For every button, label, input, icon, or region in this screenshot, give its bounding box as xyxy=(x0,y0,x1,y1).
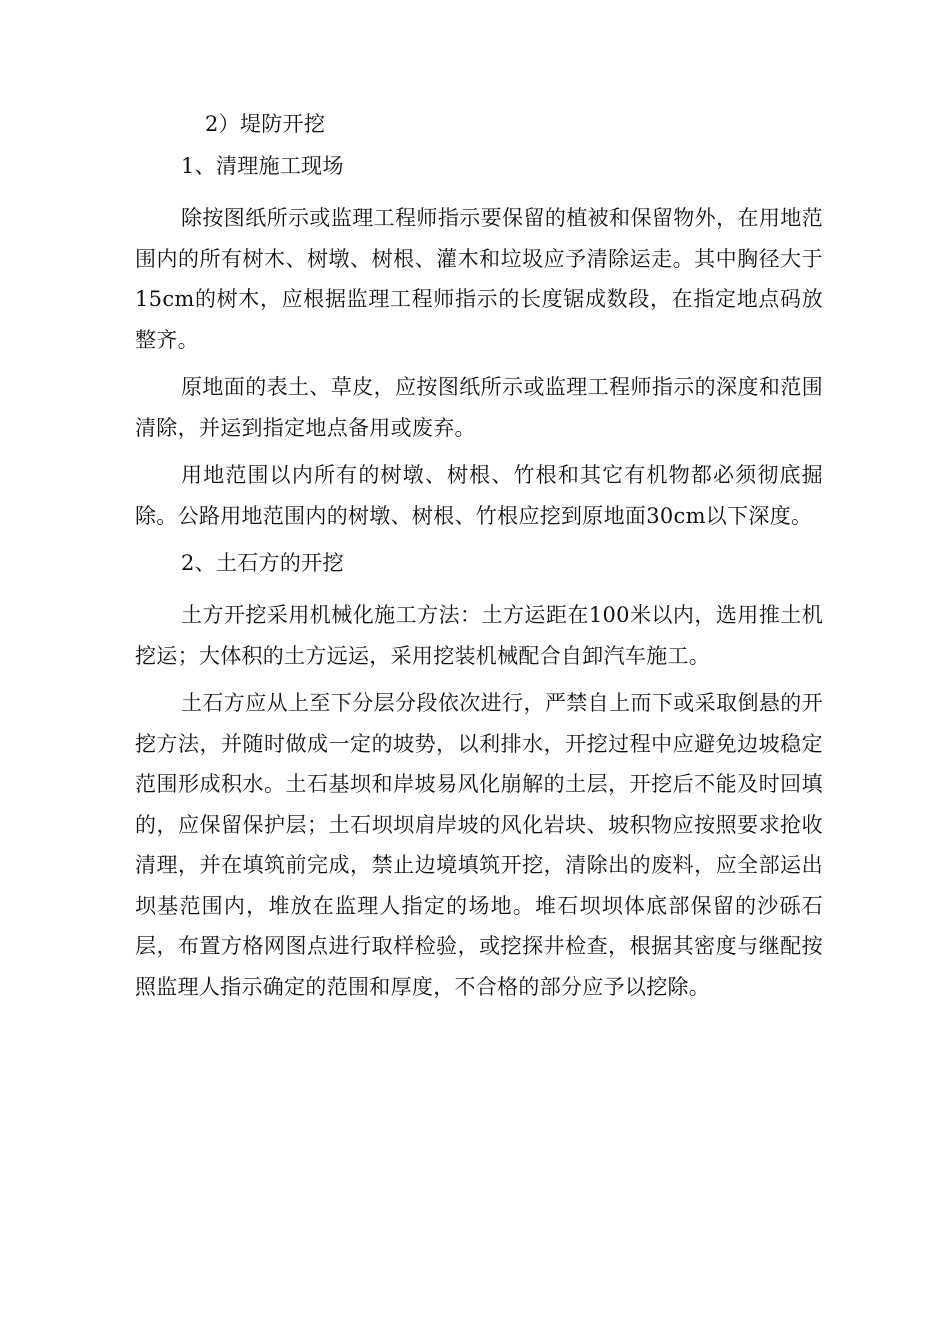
document-body xyxy=(135,104,823,1007)
paragraph-clearing-topsoil: 原地面的表土、草皮，应按图纸所示或监理工程师指示的深度和范围清除，并运到指定地点备用或废弃。 xyxy=(135,375,823,440)
subsection-title-clearing: 1、清理施工现场 xyxy=(181,154,344,178)
subsection-title-excavation: 2、土石方的开挖 xyxy=(181,551,344,575)
paragraph-clearing-vegetation: 除按图纸所示或监理工程师指示要保留的植被和保留物外，在用地范围内的所有树木、树墩、树根、灌木和垃圾应予清除运走。其中胸径大于15cm的树木，应根据监理工程师指示的长度锯成数段，在指定地点码放整齐。 xyxy=(135,206,823,352)
section-heading: 2）堤防开挖 xyxy=(205,112,326,136)
paragraph-clearing-roots: 用地范围以内所有的树墩、树根、竹根和其它有机物都必须彻底掘除。公路用地范围内的树墩、树根、竹根应挖到原地面30cm以下深度。 xyxy=(135,463,823,528)
paragraph-excavation-procedure: 土石方应从上至下分层分段依次进行，严禁自上而下或采取倒悬的开挖方法，并随时做成一定的坡势，以利排水，开挖过程中应避免边坡稳定范围形成积水。土石基坝和岸坡易风化崩解的土层，开挖后不能及时回填的，应保留保护层；土石坝坝肩岸坡的风化岩块、坡积物应按照要求抢收清理，并在填筑前完成，禁止边境填筑开挖，清除出的废料，应全部运出坝基范围内，堆放在监理人指定的场地。堆石坝坝体底部保留的沙砾石层，布置方格网图点进行取样检验，或挖探井检查，根据其密度与继配按照监理人指示确定的范围和厚度，不合格的部分应予以挖除。 xyxy=(135,691,823,999)
paragraph-excavation-method: 土方开挖采用机械化施工方法：土方运距在100米以内，选用推土机挖运；大体积的土方远运，采用挖装机械配合自卸汽车施工。 xyxy=(135,603,823,668)
